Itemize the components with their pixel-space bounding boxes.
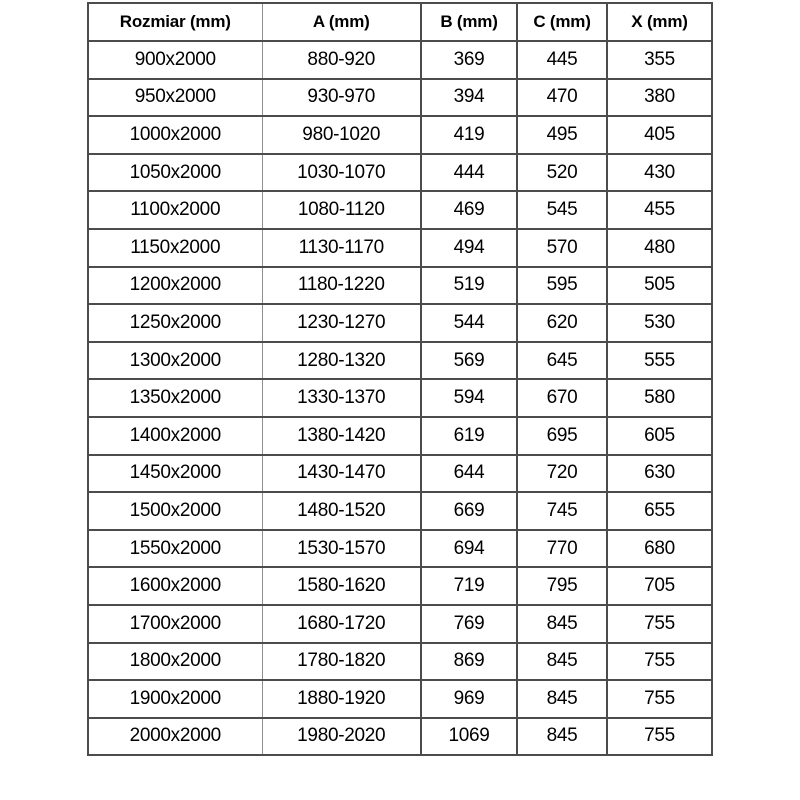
table-row [88, 116, 712, 154]
table-cell: 495 [517, 116, 607, 154]
table-cell: 1880-1920 [262, 680, 421, 718]
table-cell: 1430-1470 [262, 455, 421, 493]
table-cell: 594 [421, 379, 517, 417]
table-cell: 605 [607, 417, 712, 455]
table-cell: 845 [517, 605, 607, 643]
table-row [88, 417, 712, 455]
table-row [88, 154, 712, 192]
table-cell: 1200x2000 [88, 267, 262, 305]
table-cell: 845 [517, 643, 607, 681]
header-row [88, 3, 712, 41]
table-cell: 845 [517, 718, 607, 756]
table-row [88, 567, 712, 605]
table-cell: 1300x2000 [88, 342, 262, 380]
table-cell: 519 [421, 267, 517, 305]
table-cell: 745 [517, 492, 607, 530]
table-cell: 405 [607, 116, 712, 154]
table-cell: 470 [517, 79, 607, 117]
table-cell: 530 [607, 304, 712, 342]
table-row [88, 304, 712, 342]
table-cell: 755 [607, 718, 712, 756]
table-body [88, 41, 712, 755]
table-cell: 645 [517, 342, 607, 380]
table-cell: 544 [421, 304, 517, 342]
table-cell: 680 [607, 530, 712, 568]
table-cell: 494 [421, 229, 517, 267]
column-header-a: A (mm) [262, 3, 421, 41]
table-cell: 505 [607, 267, 712, 305]
table-cell: 1780-1820 [262, 643, 421, 681]
table-cell: 720 [517, 455, 607, 493]
table-row [88, 530, 712, 568]
table-cell: 1480-1520 [262, 492, 421, 530]
table-row [88, 455, 712, 493]
table-cell: 580 [607, 379, 712, 417]
table-cell: 770 [517, 530, 607, 568]
table-cell: 444 [421, 154, 517, 192]
table-row [88, 492, 712, 530]
table-cell: 1250x2000 [88, 304, 262, 342]
table-cell: 1050x2000 [88, 154, 262, 192]
table-cell: 445 [517, 41, 607, 79]
table-cell: 1680-1720 [262, 605, 421, 643]
table-row [88, 267, 712, 305]
column-header-x: X (mm) [607, 3, 712, 41]
table-cell: 1100x2000 [88, 191, 262, 229]
table-row [88, 643, 712, 681]
table-cell: 694 [421, 530, 517, 568]
table-cell: 570 [517, 229, 607, 267]
table-row [88, 605, 712, 643]
table-cell: 1800x2000 [88, 643, 262, 681]
table-row [88, 680, 712, 718]
table-cell: 1080-1120 [262, 191, 421, 229]
table-cell: 1280-1320 [262, 342, 421, 380]
size-table [87, 2, 713, 756]
table-cell: 1400x2000 [88, 417, 262, 455]
table-cell: 1600x2000 [88, 567, 262, 605]
table-cell: 980-1020 [262, 116, 421, 154]
table-cell: 669 [421, 492, 517, 530]
table-cell: 869 [421, 643, 517, 681]
table-cell: 355 [607, 41, 712, 79]
table-cell: 520 [517, 154, 607, 192]
table-cell: 469 [421, 191, 517, 229]
table-row [88, 41, 712, 79]
table-cell: 969 [421, 680, 517, 718]
table-cell: 1030-1070 [262, 154, 421, 192]
table-row [88, 79, 712, 117]
table-row [88, 718, 712, 756]
table-cell: 719 [421, 567, 517, 605]
table-cell: 1380-1420 [262, 417, 421, 455]
table-cell: 1530-1570 [262, 530, 421, 568]
table-cell: 755 [607, 643, 712, 681]
table-cell: 595 [517, 267, 607, 305]
table-cell: 380 [607, 79, 712, 117]
table-header [88, 3, 712, 41]
table-cell: 950x2000 [88, 79, 262, 117]
table-cell: 755 [607, 605, 712, 643]
table-cell: 1700x2000 [88, 605, 262, 643]
table-row [88, 379, 712, 417]
table-cell: 630 [607, 455, 712, 493]
table-cell: 769 [421, 605, 517, 643]
table-cell: 419 [421, 116, 517, 154]
table-cell: 930-970 [262, 79, 421, 117]
table-cell: 880-920 [262, 41, 421, 79]
table-cell: 795 [517, 567, 607, 605]
table-cell: 369 [421, 41, 517, 79]
table-cell: 1180-1220 [262, 267, 421, 305]
table-cell: 545 [517, 191, 607, 229]
table-cell: 845 [517, 680, 607, 718]
table-cell: 1550x2000 [88, 530, 262, 568]
table-cell: 430 [607, 154, 712, 192]
table-cell: 1500x2000 [88, 492, 262, 530]
table-cell: 569 [421, 342, 517, 380]
table-cell: 1000x2000 [88, 116, 262, 154]
column-header-rozmiar: Rozmiar (mm) [88, 3, 262, 41]
table-cell: 619 [421, 417, 517, 455]
table-cell: 480 [607, 229, 712, 267]
table-cell: 1580-1620 [262, 567, 421, 605]
table-cell: 1330-1370 [262, 379, 421, 417]
table-cell: 670 [517, 379, 607, 417]
table-row [88, 342, 712, 380]
table-cell: 1350x2000 [88, 379, 262, 417]
table-cell: 644 [421, 455, 517, 493]
table-cell: 2000x2000 [88, 718, 262, 756]
table-row [88, 191, 712, 229]
table-cell: 394 [421, 79, 517, 117]
column-header-b: B (mm) [421, 3, 517, 41]
table-cell: 705 [607, 567, 712, 605]
table-cell: 1900x2000 [88, 680, 262, 718]
table-cell: 755 [607, 680, 712, 718]
table-cell: 1980-2020 [262, 718, 421, 756]
table-cell: 1150x2000 [88, 229, 262, 267]
table-cell: 1130-1170 [262, 229, 421, 267]
table-cell: 455 [607, 191, 712, 229]
table-cell: 900x2000 [88, 41, 262, 79]
table-cell: 555 [607, 342, 712, 380]
table-row [88, 229, 712, 267]
column-header-c: C (mm) [517, 3, 607, 41]
table-cell: 1450x2000 [88, 455, 262, 493]
table-cell: 620 [517, 304, 607, 342]
table-cell: 1230-1270 [262, 304, 421, 342]
table-cell: 1069 [421, 718, 517, 756]
table-cell: 695 [517, 417, 607, 455]
table-cell: 655 [607, 492, 712, 530]
